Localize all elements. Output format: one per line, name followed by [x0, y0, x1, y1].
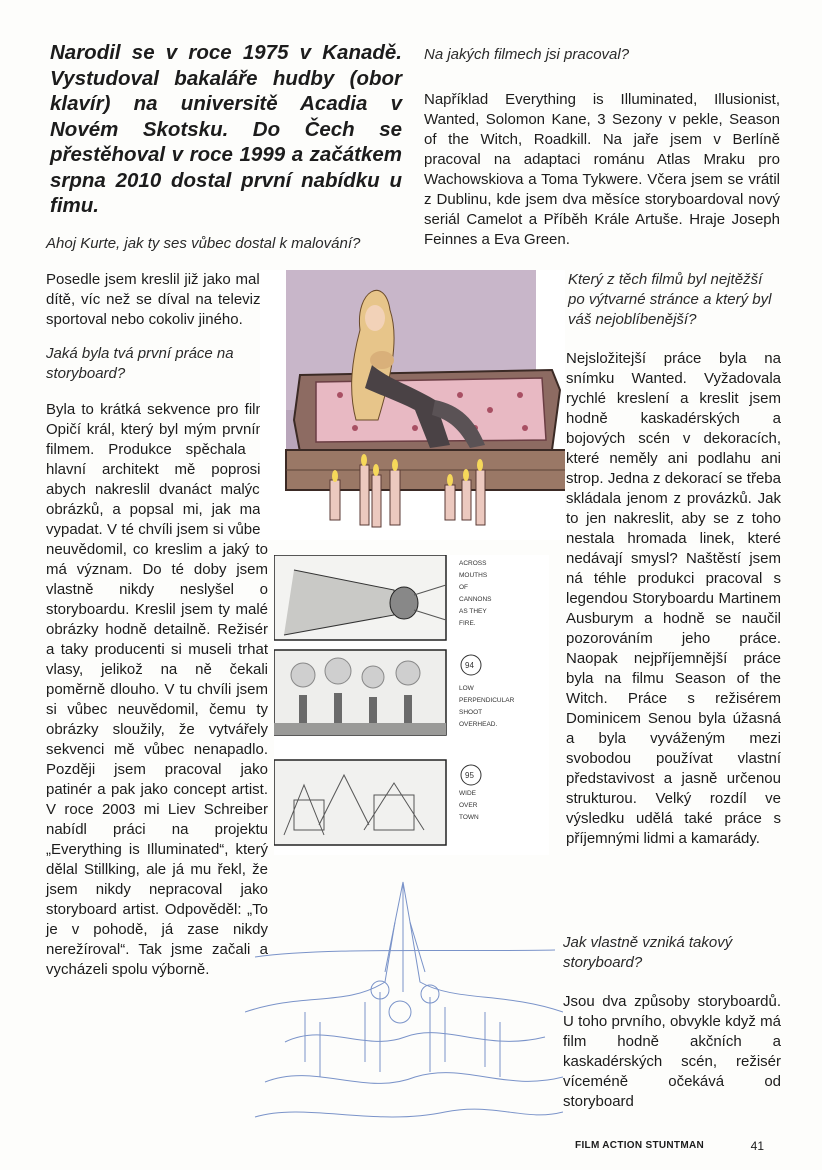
question-1: Ahoj Kurte, jak ty ses vůbec dostal k malování? [46, 235, 361, 252]
question-3: Na jakých filmech jsi pracoval? [424, 46, 630, 63]
note-3: WIDE OVER TOWN [459, 790, 479, 821]
question-2: Jaká byla tvá první práce na storyboard? [46, 345, 234, 382]
question-4: Který z těch filmů byl nejtěžší po výtvarné stránce a který byl váš nejoblíbenější? [568, 271, 772, 328]
answer-4: Nejsložitejší práce byla na snímku Wanted. Vyžadovala rychlé kreslení a kreslit jsem hodně kaskadérských a bojových scén v dekoracích, které neměly ani podlahu ani strop. Jedna z dekorací se třeba skládala jenom z provázků. Jak to jen nakreslit, aby se z toho nestala hromada linek, které nedávají smysl? Naštěstí jsem ná téhle produkci pracoval s legendou Storyboardu Martinem Ausburym a hodně se naučil pozorováním jeho práce. Naopak nejpříjemnější práce byla na filmu Season of the Witch. Práce s režisérem Dominicem Senou byla úžasná a byla vyváženým mezi svobodou používat vlastní představivost a jasně určenou strukturou. Velký rozdíl ve výsledku udělá také práce s příjemnými lidmi a kamarády. [566, 350, 781, 847]
panel-94-label: 94 [465, 661, 474, 670]
page-number: 41 [750, 1139, 764, 1153]
intro-paragraph: Narodil se v roce 1975 v Kanadě. Vystudoval bakaláře hudby (obor klavír) na universitě Acadia v Novém Skotsku. Do Čech se přestěhoval v roce 1999 a začátkem srpna 2010 dostal první nabídku u fimu. [50, 41, 402, 217]
footer-brand: FILM ACTION STUNTMAN [575, 1140, 704, 1151]
coffin-illustration [260, 270, 565, 540]
question-5: Jak vlastně vzniká takový storyboard? [563, 934, 733, 971]
answer-1: Posedle jsem kreslil již jako malé dítě, víc než se díval na televizi, sportoval nebo cokoliv jiného. [46, 271, 268, 328]
note-2: LOW PERPENDICULAR SHOOT OVERHEAD. [459, 685, 515, 728]
answer-5: Jsou dva způsoby storyboardů. U toho prvního, obvykle když má film hodně akčních a kaskadérských scén, režisér víceméně očekává od storyboard [563, 993, 781, 1110]
left-column [46, 270, 268, 980]
answer-2: Byla to krátká sekvence pro film Opičí král, který byl mým prvním filmem. Produkce spěchala a hlavní architekt mě poprosil, abych nakreslil dvanáct malých obrázků, a popsal mi, jak mají vypadat. V té chvíli jsem si vůbec neuvědomil, co kreslim a jaký to má význam. Do té doby jsem vlastně nikdy neslyšel o storyboardu. Kreslil jsem ty malé obrázky hodně detailně. Režisér a taky producenti si museli trhat vlasy, jelikož na ně čekali poměrně dlouho. V tu chvíli jsem si vůbec neuvědomil, čemu ty obrázky sloužily, že vytvářely sekvenci mě vůbec nenapadlo. Později jsem pracoval jako patinér a pak jako concept artist. V roce 2003 mi Liev Schreiber nabídl práci na projektu „Everything is Illuminated“, který dělal Stillking, ale já mu řekl, že jsem nikdy nepracoval jako storyboard artist. Odpověděl: „To je v pohodě, já zase nikdy nerežíroval“. Tak jsme začali a vycházeli spolu výborně. [46, 401, 268, 978]
storyboard-panels [274, 555, 549, 855]
note-1: ACROSS MOUTHS OF CANNONS AS THEY FIRE. [459, 560, 492, 627]
castle-sketch [245, 862, 563, 1137]
panel-95-label: 95 [465, 771, 474, 780]
answer-3: Například Everything is Illuminated, Illusionist, Wanted, Solomon Kane, 3 Sezony v pekle, Season of the Witch, Roadkill. Na jaře jsem v Berlíně pracoval na adaptaci románu Atlas Mraku pro Wachowskiova a Toma Tykwere. Včera jsem se vrátil z Dublinu, kde jsem dva měsíce storyboardoval nový seriál Camelot a Příběh Krále Artuše. Hraje Joseph Feinnes a Eva Green. [424, 91, 780, 248]
